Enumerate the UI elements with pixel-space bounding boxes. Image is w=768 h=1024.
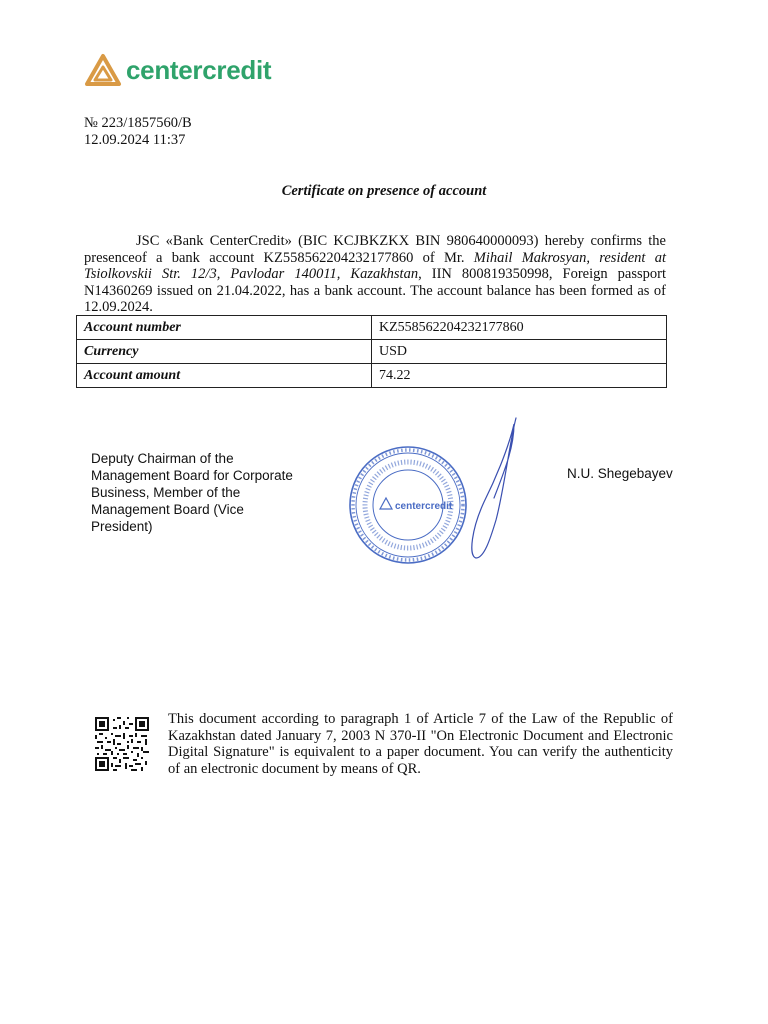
legal-notice: This document according to paragraph 1 of Article 7 of the Law of the Republic of Kazakhstan dated January 7, 2003 N 370-II "On Electronic Document and Electronic Digital Signature" is equivalent to a paper document. You can verify the authenticity of an electronic document by means of QR. bbox=[168, 711, 673, 777]
stamp-brand-text: centercredit bbox=[395, 501, 453, 512]
bank-logo bbox=[84, 52, 271, 88]
currency-label: Currency bbox=[77, 340, 372, 364]
body-text-part-2: , IIN 800819350998, Foreign passport N14360269 issued on 21.04.2022, has a bank account. The account balance has been formed as of 12.09.2024. bbox=[84, 266, 666, 315]
account-number-value: KZ558562204232177860 bbox=[372, 316, 667, 340]
signer-name: N.U. Shegebayev bbox=[567, 466, 673, 481]
currency-value: USD bbox=[372, 340, 667, 364]
bank-logo-icon bbox=[84, 53, 122, 87]
document-datetime: 12.09.2024 11:37 bbox=[84, 132, 186, 148]
verification-qr-code[interactable] bbox=[95, 717, 149, 771]
handwritten-signature bbox=[472, 418, 516, 558]
table-row bbox=[77, 340, 667, 364]
signer-role: Deputy Chairman of the Management Board for Corporate Business, Member of the Management Board (Vice President) bbox=[91, 451, 293, 534]
table-row bbox=[77, 364, 667, 388]
account-amount-value: 74.22 bbox=[372, 364, 667, 388]
body-text-part-1: JSC «Bank CenterCredit» (BIC KCJBKZKX BIN 980640000093) hereby confirms the presenceof a bank account KZ558562204232177860 of Mr. bbox=[84, 233, 666, 266]
account-details-table bbox=[76, 315, 667, 388]
account-number-label: Account number bbox=[77, 316, 372, 340]
table-row bbox=[77, 316, 667, 340]
document-reference bbox=[84, 115, 192, 149]
client-name-address: Mihail Makrosyan, resident at Tsiolkovskii Str. 12/3, Pavlodar 140011, Kazakhstan bbox=[84, 249, 666, 282]
bank-brand-name: centercredit bbox=[126, 54, 272, 85]
document-number: № 223/1857560/B bbox=[84, 115, 192, 131]
stamp-seal bbox=[350, 447, 466, 563]
bank-stamp-signature bbox=[344, 410, 534, 570]
certificate-body bbox=[84, 233, 666, 316]
document-title: Certificate on presence of account bbox=[281, 183, 487, 199]
account-amount-label: Account amount bbox=[77, 364, 372, 388]
